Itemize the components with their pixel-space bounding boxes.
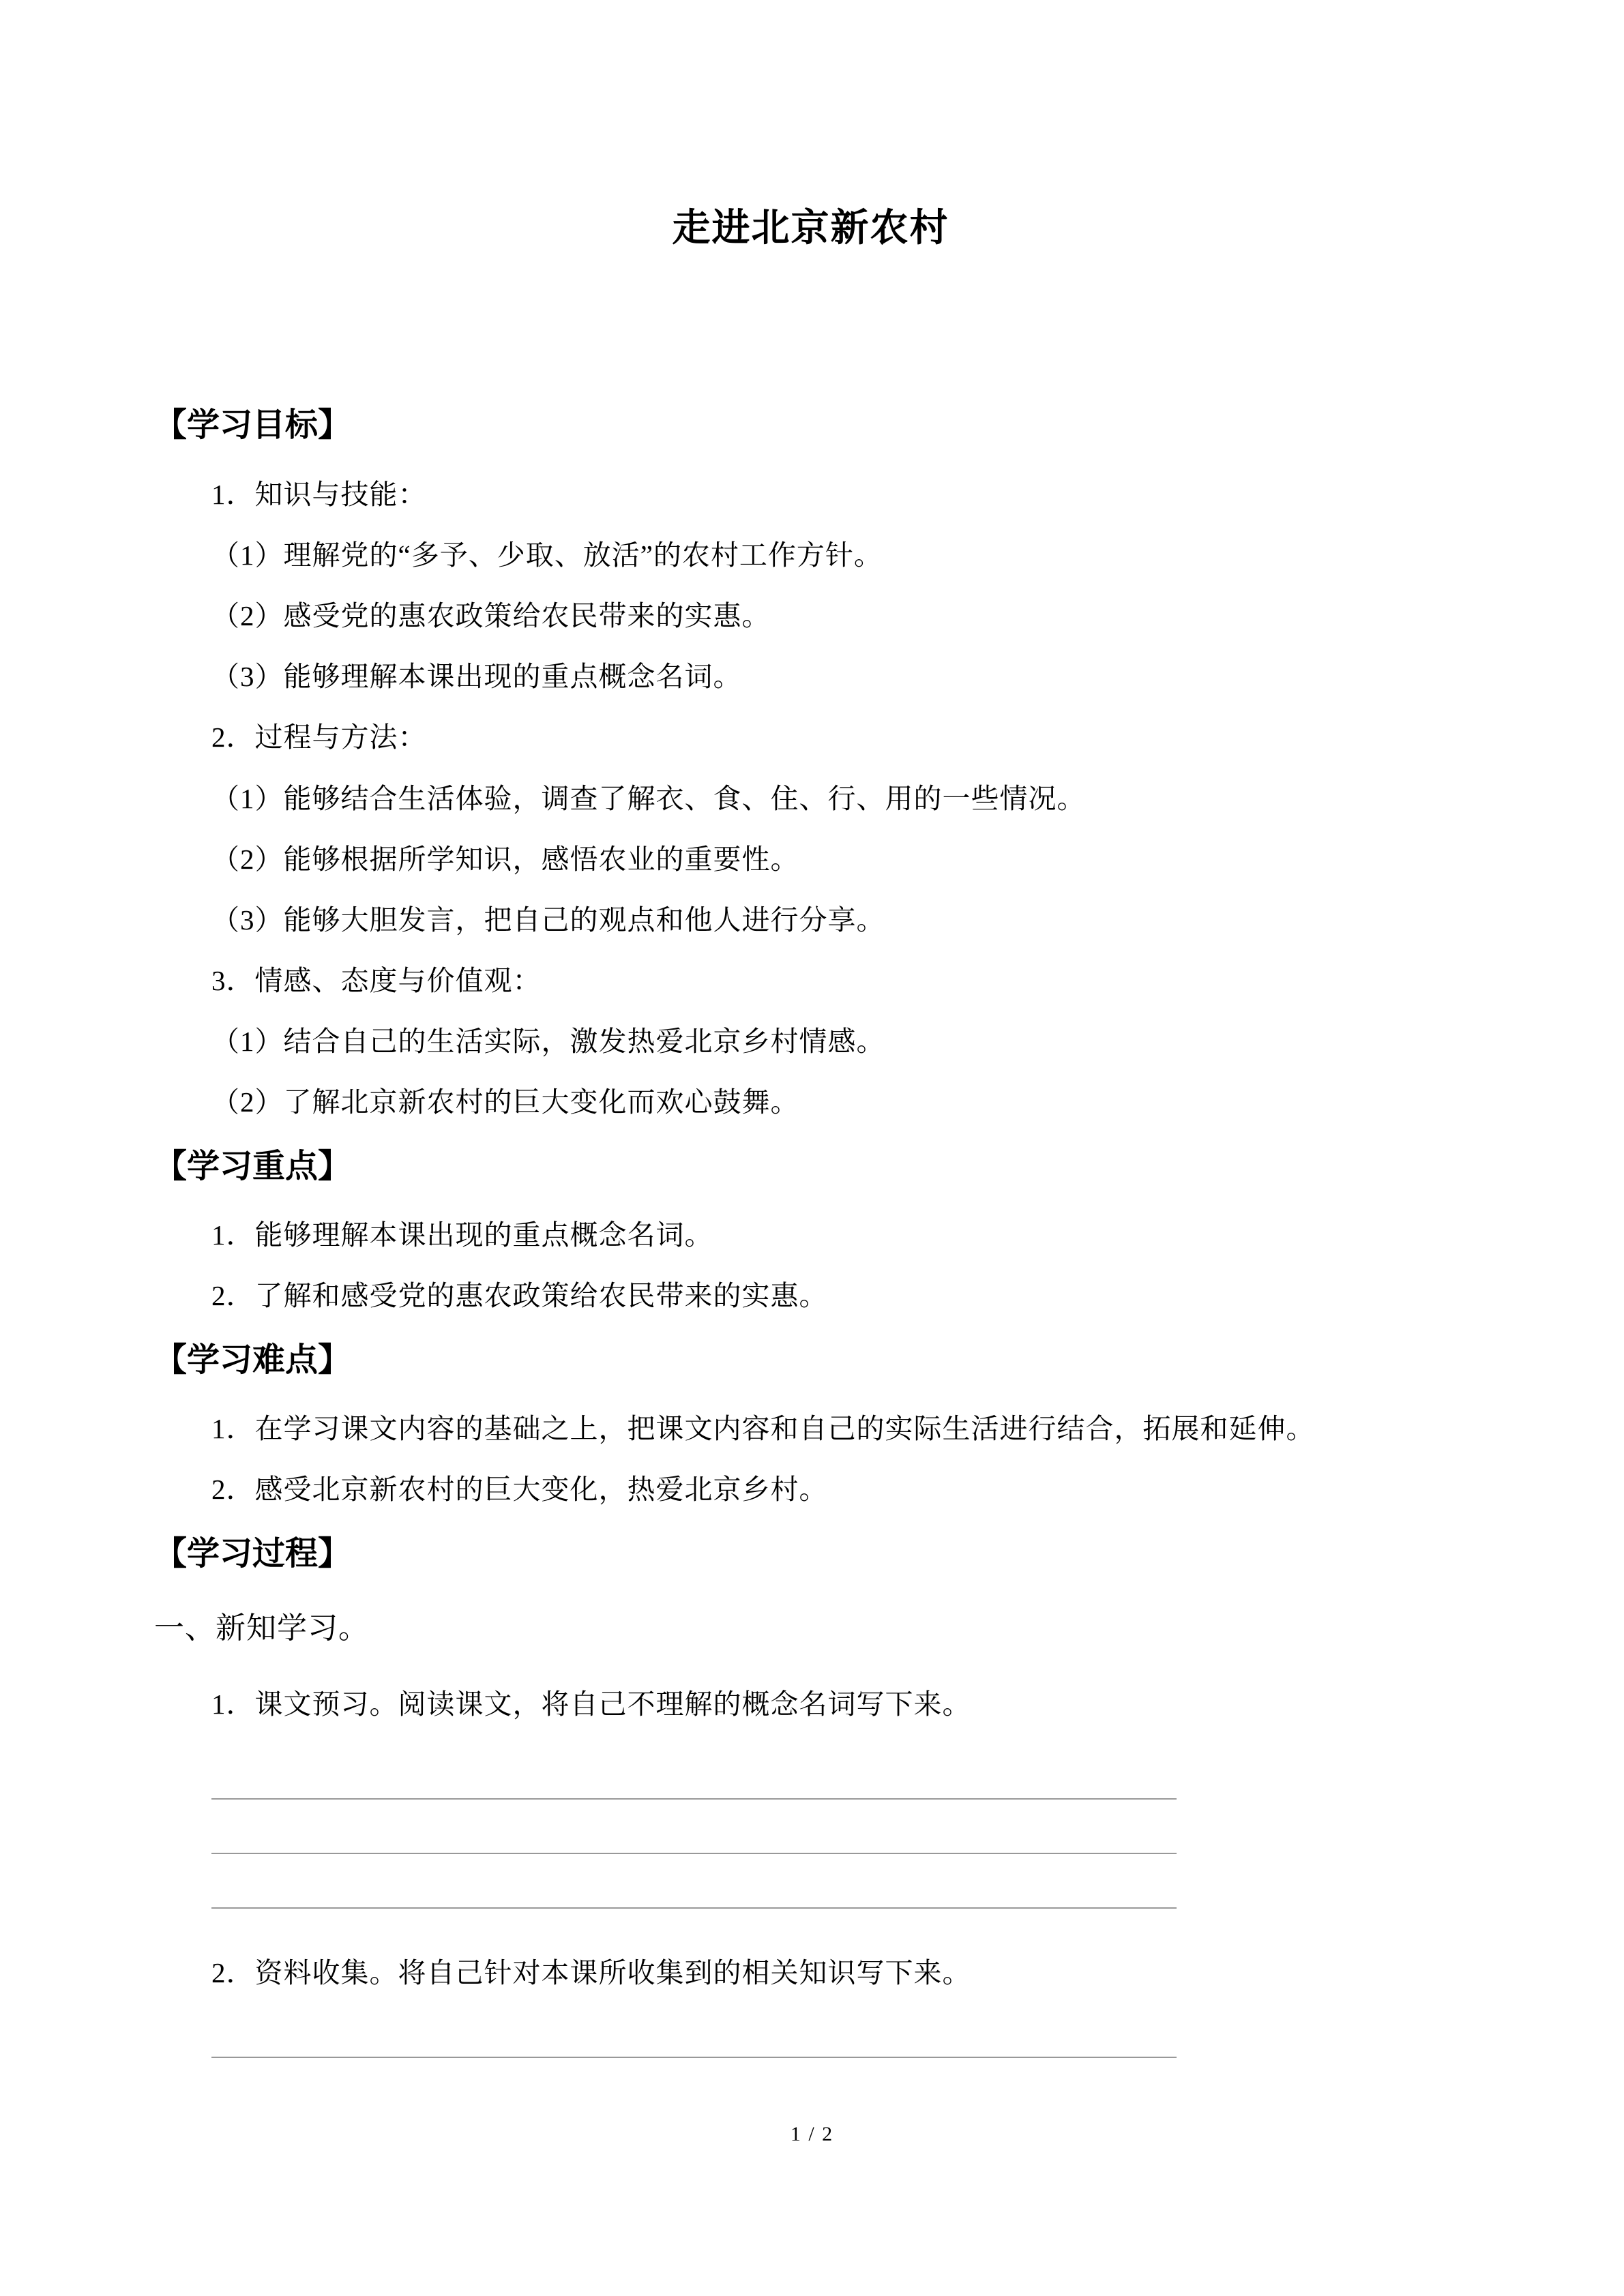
objective-item: （2）了解北京新农村的巨大变化而欢心鼓舞。 (211, 1086, 799, 1118)
objective-item: 3．情感、态度与价值观： (211, 965, 542, 997)
process-subheading: 一、新知学习。 (154, 1611, 369, 1645)
writing-line (211, 1800, 1177, 1854)
focus-item: 2．了解和感受党的惠农政策给农民带来的实惠。 (211, 1280, 828, 1312)
difficulty-item: 1．在学习课文内容的基础之上，把课文内容和自己的实际生活进行结合，拓展和延伸。 (211, 1413, 1315, 1445)
writing-line (211, 2003, 1177, 2058)
writing-line (211, 1745, 1177, 1800)
objective-item: （1）结合自己的生活实际，激发热爱北京乡村情感。 (211, 1026, 885, 1058)
section-learning-difficulties (154, 1341, 1467, 1507)
focus-item: 1．能够理解本课出现的重点概念名词。 (211, 1219, 713, 1251)
section-learning-process (154, 1534, 1467, 2059)
section-heading-difficulties: 【学习难点】 (154, 1341, 351, 1378)
objective-item: （2）能够根据所学知识，感悟农业的重要性。 (211, 843, 799, 875)
section-learning-focus (154, 1147, 1467, 1313)
objective-item: 2．过程与方法： (211, 721, 427, 754)
task-item: 2．资料收集。将自己针对本课所收集到的相关知识写下来。 (211, 1957, 971, 1989)
section-heading-objectives: 【学习目标】 (154, 407, 351, 443)
objective-item: （1）能够结合生活体验，调查了解衣、食、住、行、用的一些情况。 (211, 782, 1086, 814)
objective-item: （3）能够大胆发言，把自己的观点和他人进行分享。 (211, 904, 885, 936)
page-number: 1 / 2 (790, 2123, 834, 2145)
objective-item: （2）感受党的惠农政策给农民带来的实惠。 (211, 599, 771, 631)
difficulty-item: 2．感受北京新农村的巨大变化，热爱北京乡村。 (211, 1474, 828, 1506)
task-item: 1．课文预习。阅读课文，将自己不理解的概念名词写下来。 (211, 1688, 971, 1720)
section-heading-focus: 【学习重点】 (154, 1148, 351, 1184)
document-title: 走进北京新农村 (672, 207, 949, 250)
section-heading-process: 【学习过程】 (154, 1535, 351, 1572)
objective-item: （3）能够理解本课出现的重点概念名词。 (211, 661, 742, 693)
objective-item: （1）理解党的“多予、少取、放活”的农村工作方针。 (211, 539, 883, 571)
section-learning-objectives (154, 406, 1467, 1120)
objective-item: 1．知识与技能： (211, 478, 427, 510)
writing-line (211, 1854, 1177, 1909)
